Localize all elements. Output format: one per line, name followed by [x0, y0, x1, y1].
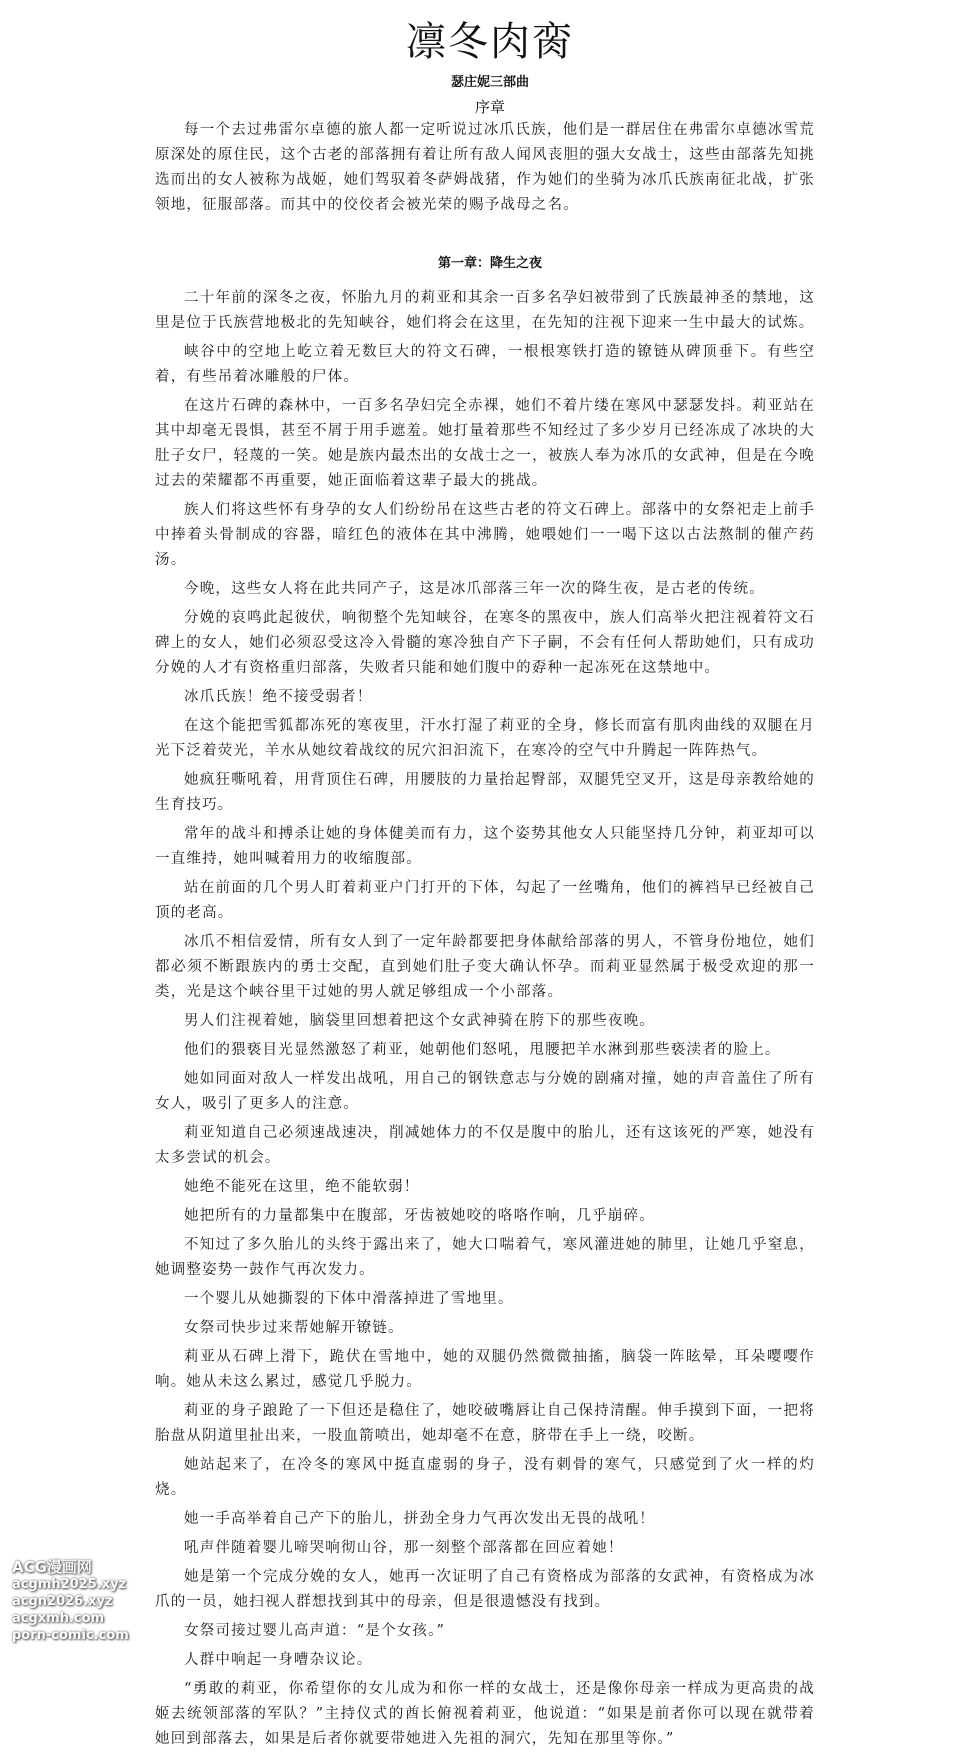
- body-paragraph: 今晚，这些女人将在此共同产子，这是冰爪部落三年一次的降生夜，是古老的传统。: [184, 581, 765, 597]
- body-paragraph: 峡谷中的空地上屹立着无数巨大的符文石碑，一根根寒铁打造的镣链从碑顶垂下。有些空着，有些吊着冰雕般的尸体。: [155, 344, 815, 385]
- body-paragraph: 女祭司接过婴儿高声道：“是个女孩。”: [184, 1623, 446, 1639]
- body-paragraph: 人群中响起一身嘈杂议论。: [184, 1652, 373, 1668]
- body-paragraph: 他们的猥亵目光显然激怒了莉亚，她朝他们怒吼，甩腰把羊水淋到那些亵渎者的脸上。: [184, 1042, 781, 1058]
- body-paragraph: 她绝不能死在这里，绝不能软弱！: [184, 1179, 420, 1195]
- watermark-logo: ACG漫画网: [12, 1558, 92, 1576]
- body-paragraph: 冰爪不相信爱情，所有女人到了一定年龄都要把身体献给部落的男人，不管身份地位，她们都必须不断跟族内的勇士交配，直到她们肚子变大确认怀孕。而莉亚显然属于极受欢迎的那一类，光是这个峡谷里干过她的男人就足够组成一个小部落。: [155, 934, 815, 1000]
- body-paragraph: 她把所有的力量都集中在腹部，牙齿被她咬的咯咯作响，几乎崩碎。: [184, 1208, 655, 1224]
- body-paragraph: 莉亚的身子踉跄了一下但还是稳住了，她咬破嘴唇让自己保持清醒。伸手摸到下面，一把将胎盘从阴道里扯出来，一股血箭喷出，她却毫不在意，脐带在手上一绕，咬断。: [155, 1403, 815, 1444]
- body-paragraph: 冰爪氏族！绝不接受弱者！: [184, 689, 373, 705]
- body-paragraph: 分娩的哀鸣此起彼伏，响彻整个先知峡谷，在寒冬的黑夜中，族人们高举火把注视着符文石碑上的女人，她们必须忍受这冷入骨髓的寒冷独自产下子嗣，不会有任何人帮助她们，只有成功分娩的人才有资格重归部落，失败者只能和她们腹中的孬种一起冻死在这禁地中。: [155, 610, 815, 676]
- body-paragraph: 莉亚知道自己必须速战速决，削减她体力的不仅是腹中的胎儿，还有这该死的严寒，她没有太多尝试的机会。: [155, 1125, 815, 1166]
- body-paragraph: 吼声伴随着婴儿啼哭响彻山谷，那一刻整个部落都在回应着她！: [184, 1540, 624, 1556]
- body-paragraph: 她是第一个完成分娩的女人，她再一次证明了自己有资格成为部落的女武神，有资格成为冰爪的一员，她扫视人群想找到其中的母亲，但是很遗憾没有找到。: [155, 1569, 815, 1610]
- body-paragraph: 莉亚从石碑上滑下，跪伏在雪地中，她的双腿仍然微微抽搐，脑袋一阵眩晕，耳朵嘤嘤作响。她从未这么累过，感觉几乎脱力。: [155, 1349, 815, 1390]
- body-paragraph: 她疯狂嘶吼着，用背顶住石碑，用腰肢的力量抬起臀部，双腿凭空叉开，这是母亲教给她的生育技巧。: [155, 772, 815, 813]
- body-paragraph: 不知过了多久胎儿的头终于露出来了，她大口喘着气，寒风灌进她的肺里，让她几乎窒息，她调整姿势一鼓作气再次发力。: [155, 1237, 815, 1278]
- watermark-domain: acgxmh.com: [12, 1611, 105, 1626]
- document-subtitle: 瑟庄妮三部曲: [450, 75, 529, 90]
- prologue-heading: 序章: [474, 98, 505, 116]
- chapter-heading: 第一章：降生之夜: [437, 256, 542, 271]
- body-paragraph: 在这个能把雪狐都冻死的寒夜里，汗水打湿了莉亚的全身，修长而富有肌肉曲线的双腿在月光下泛着荧光，羊水从她纹着战纹的尻穴汩汩流下，在寒冷的空气中升腾起一阵阵热气。: [155, 718, 815, 759]
- body-paragraph: 二十年前的深冬之夜，怀胎九月的莉亚和其余一百多名孕妇被带到了氏族最神圣的禁地，这里是位于氏族营地极北的先知峡谷，她们将会在这里，在先知的注视下迎来一生中最大的试炼。: [155, 290, 815, 331]
- body-paragraph: 她站起来了，在冷冬的寒风中挺直虚弱的身子，没有刺骨的寒气，只感觉到了火一样的灼烧。: [155, 1457, 815, 1498]
- watermark-domain: acgmh2025.xyz: [12, 1577, 127, 1592]
- body-paragraph: 女祭司快步过来帮她解开镣链。: [184, 1320, 404, 1336]
- body-paragraph: 男人们注视着她，脑袋里回想着把这个女武神骑在胯下的那些夜晚。: [184, 1013, 655, 1029]
- body-paragraph: 在这片石碑的森林中，一百多名孕妇完全赤裸，她们不着片缕在寒风中瑟瑟发抖。莉亚站在其中却毫无畏惧，甚至不屑于用手遮羞。她打量着那些不知经过了多少岁月已经冻成了冰块的大肚子女尸，轻蔑的一笑。她是族内最杰出的女战士之一，被族人奉为冰爪的女武神，但是在今晚过去的荣耀都不再重要，她正面临着这辈子最大的挑战。: [155, 398, 815, 489]
- body-paragraph: 一个婴儿从她撕裂的下体中滑落掉进了雪地里。: [184, 1291, 514, 1307]
- body-paragraph: 站在前面的几个男人盯着莉亚户门打开的下体，勾起了一丝嘴角，他们的裤裆早已经被自己顶的老高。: [155, 880, 815, 921]
- body-paragraph: “勇敢的莉亚，你希望你的女儿成为和你一样的女战士，还是像你母亲一样成为更高贵的战姬去统领部落的军队？”主持仪式的酋长俯视着莉亚，他说道：“如果是前者你可以现在就带着她回到部落去，如果是后者你就要带她进入先祖的洞穴，先知在那里等你。”: [155, 1681, 815, 1747]
- watermark-domain: porn-comic.com: [12, 1628, 129, 1643]
- watermark-domain: acgn2026.xyz: [12, 1594, 113, 1609]
- body-paragraph: 族人们将这些怀有身孕的女人们纷纷吊在这些古老的符文石碑上。部落中的女祭祀走上前手中捧着头骨制成的容器，暗红色的液体在其中沸腾，她喂她们一一喝下这以古法熬制的催产药汤。: [155, 502, 815, 568]
- body-paragraph: 她一手高举着自己产下的胎儿，拼劲全身力气再次发出无畏的战吼！: [184, 1511, 655, 1527]
- site-watermark: [12, 1558, 140, 1644]
- document-title: 凛冬肉脔: [406, 19, 574, 65]
- chapter-body: [155, 286, 815, 1756]
- prologue-paragraph: 每一个去过弗雷尔卓德的旅人都一定听说过冰爪氏族，他们是一群居住在弗雷尔卓德冰雪荒原深处的原住民，这个古老的部落拥有着让所有敌人闻风丧胆的强大女战士，这些由部落先知挑选而出的女人被称为战姬，她们驾驭着冬萨姆战猪，作为她们的坐骑为冰爪氏族南征北战，扩张领地，征服部落。而其中的佼佼者会被光荣的赐予战母之名。: [155, 122, 815, 213]
- body-paragraph: 常年的战斗和搏杀让她的身体健美而有力，这个姿势其他女人只能坚持几分钟，莉亚却可以一直维持，她叫喊着用力的收缩腹部。: [155, 826, 815, 867]
- body-paragraph: 她如同面对敌人一样发出战吼，用自己的钢铁意志与分娩的剧痛对撞，她的声音盖住了所有女人，吸引了更多人的注意。: [155, 1071, 815, 1112]
